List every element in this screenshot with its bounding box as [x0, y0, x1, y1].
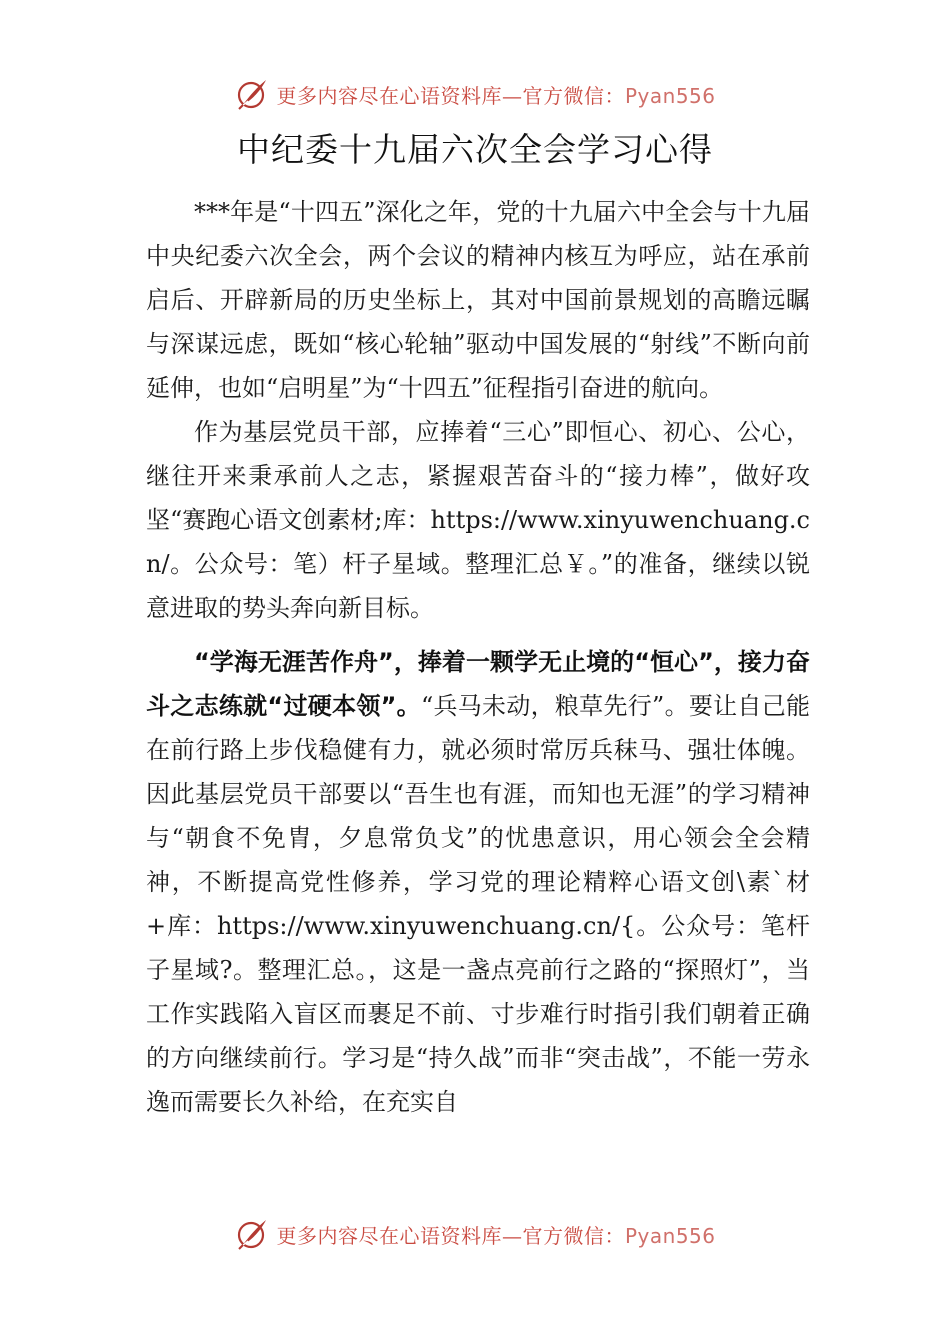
footer-banner [0, 1212, 950, 1256]
wechat-id: Pyan556 [624, 1223, 716, 1248]
paragraph-intro: ***年是“十四五”深化之年，党的十九届六中全会与十九届中央纪委六次全会，两个会议的精神内核互为呼应，站在承前启后、开辟新局的历史坐标上，其对中国前景规划的高瞻远瞩与深谋远虑，既如“核心轮轴”驱动中国发展的“射线”不断向前延伸，也如“启明星”为“十四五”征程指引奋进的航向。 [146, 198, 810, 402]
paragraph-heading: “学海无涯苦作舟”，捧着一颗学无止境的“恒心”，接力奋斗之志练就“过硬本领”。 [146, 648, 810, 720]
article-body [146, 190, 810, 1124]
wechat-id: Pyan556 [624, 83, 716, 108]
quill-pen-logo-icon [234, 1216, 270, 1252]
header-banner [0, 72, 950, 116]
banner-text: 更多内容尽在心语资料库—官方微信：Pyan556 [276, 83, 716, 108]
page-title: 中纪委十九届六次全会学习心得 [237, 130, 713, 169]
quill-pen-logo-icon [234, 76, 270, 112]
paragraph-three-hearts: 作为基层党员干部，应捧着“三心”即恒心、初心、公心，继往开来秉承前人之志，紧握艰苦奋斗的“接力棒”，做好攻坚“赛跑心语文创素材;库：https://www.xinyuwenchuang.cn/。公众号：笔）杆子星域。整理汇总￥。”的准备，继续以锐意进取的势头奔向新目标。 [146, 418, 810, 622]
paragraph-perseverance [146, 640, 810, 1124]
paragraph-body: “兵马未动，粮草先行”。要让自己能在前行路上步伐稳健有力，就必须时常厉兵秣马、强壮体魄。因此基层党员干部要以“吾生也有涯，而知也无涯”的学习精神与“朝食不免胄，夕息常负戈”的忧患意识，用心领会全会精神，不断提高党性修养，学习党的理论精粹心语文创\素`材+库：https://www.xinyuwenchuang.cn/{。公众号：笔杆子星域?。整理汇总。，这是一盏点亮前行之路的“探照灯”，当工作实践陷入盲区而裹足不前、寸步难行时指引我们朝着正确的方向继续前行。学习是“持久战”而非“突击战”，不能一劳永逸而需要长久补给，在充实自 [146, 692, 810, 1116]
banner-text: 更多内容尽在心语资料库—官方微信：Pyan556 [276, 1223, 716, 1248]
